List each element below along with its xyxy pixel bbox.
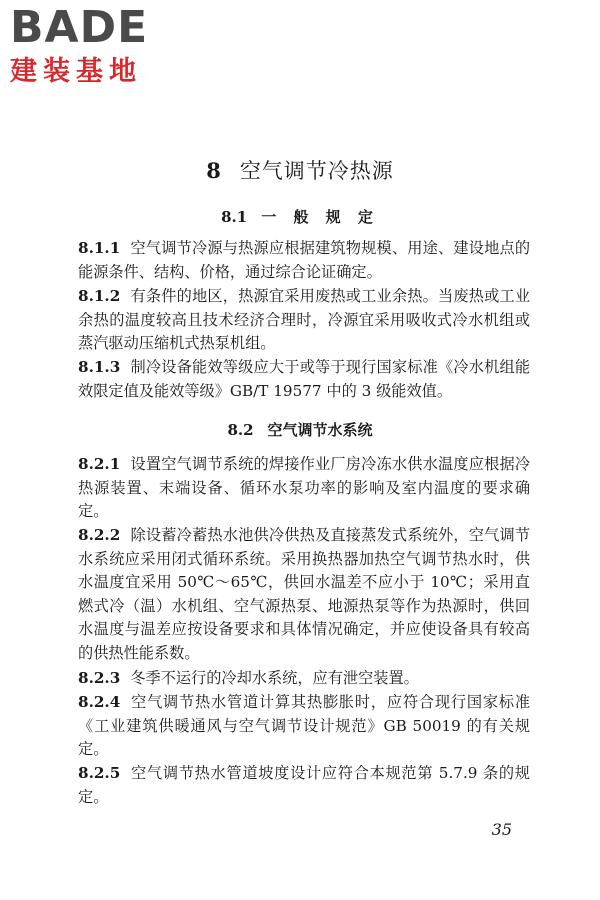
clause-number: 8.2.4 xyxy=(78,693,121,711)
clause xyxy=(78,762,530,809)
clause-text: 冬季不运行的冷却水系统，应有泄空装置。 xyxy=(130,669,419,687)
clause-number: 8.1.1 xyxy=(78,239,121,257)
clause-number: 8.1.2 xyxy=(78,287,121,305)
section-number: 8.2 xyxy=(227,421,254,439)
clause xyxy=(78,667,530,691)
clause-number: 8.2.2 xyxy=(78,526,121,544)
clause-text: 空气调节热水管道计算其热膨胀时，应符合现行国家标准《工业建筑供暖通风与空气调节设计规范》GB 50019 的有关规定。 xyxy=(78,693,530,758)
clause xyxy=(78,691,530,762)
section-title: 空气调节水系统 xyxy=(267,421,373,439)
section-title: 一 般 规 定 xyxy=(261,208,379,226)
logo-wordmark: BADE xyxy=(10,2,149,53)
clause-number: 8.2.5 xyxy=(78,764,121,782)
page-number: 35 xyxy=(491,820,512,839)
clause-number: 8.2.1 xyxy=(78,455,121,473)
clause xyxy=(78,453,530,524)
clause-text: 空气调节热水管道坡度设计应符合本规范第 5.7.9 条的规定。 xyxy=(78,764,530,806)
chapter-title: 空气调节冷热源 xyxy=(239,159,394,183)
chapter-heading xyxy=(0,155,600,185)
clause xyxy=(78,524,530,665)
clause-text: 空气调节冷源与热源应根据建筑物规模、用途、建设地点的能源条件、结构、价格，通过综合论证确定。 xyxy=(78,239,530,281)
chapter-number: 8 xyxy=(206,158,222,183)
clause-text: 设置空气调节系统的焊接作业厂房冷冻水供水温度应根据冷热源装置、末端设备、循环水泵功率的影响及室内温度的要求确定。 xyxy=(78,455,530,520)
clause-text: 制冷设备能效等级应大于或等于现行国家标准《冷水机组能效限定值及能效等级》GB/T 19577 中的 3 级能效值。 xyxy=(78,358,530,400)
clause-number: 8.2.3 xyxy=(78,669,121,687)
logo-subtitle: 建装基地 xyxy=(10,56,142,87)
clause-text: 除设蓄冷蓄热水池供冷供热及直接蒸发式系统外，空气调节水系统应采用闭式循环系统。采用换热器加热空气调节热水时，供水温度宜采用 50℃～65℃，供回水温差不应小于 10℃；采用直燃式冷（温）水机组、空气源热泵、地源热泵等作为热源时，供回水温度与温差应按设备要求和具体情况确定，并应使设备具有较高的供热性能系数。 xyxy=(78,526,530,662)
clause xyxy=(78,356,530,403)
clause xyxy=(78,237,530,284)
clause xyxy=(78,285,530,356)
clause-text: 有条件的地区，热源宜采用废热或工业余热。当废热或工业余热的温度较高且技术经济合理时，冷源宜采用吸收式冷水机组或蒸汽驱动压缩机式热泵机组。 xyxy=(78,287,530,352)
section-heading xyxy=(0,419,600,440)
bade-logo xyxy=(10,4,180,88)
clause-number: 8.1.3 xyxy=(78,358,121,376)
section-number: 8.1 xyxy=(221,208,248,226)
section-heading xyxy=(0,206,600,227)
